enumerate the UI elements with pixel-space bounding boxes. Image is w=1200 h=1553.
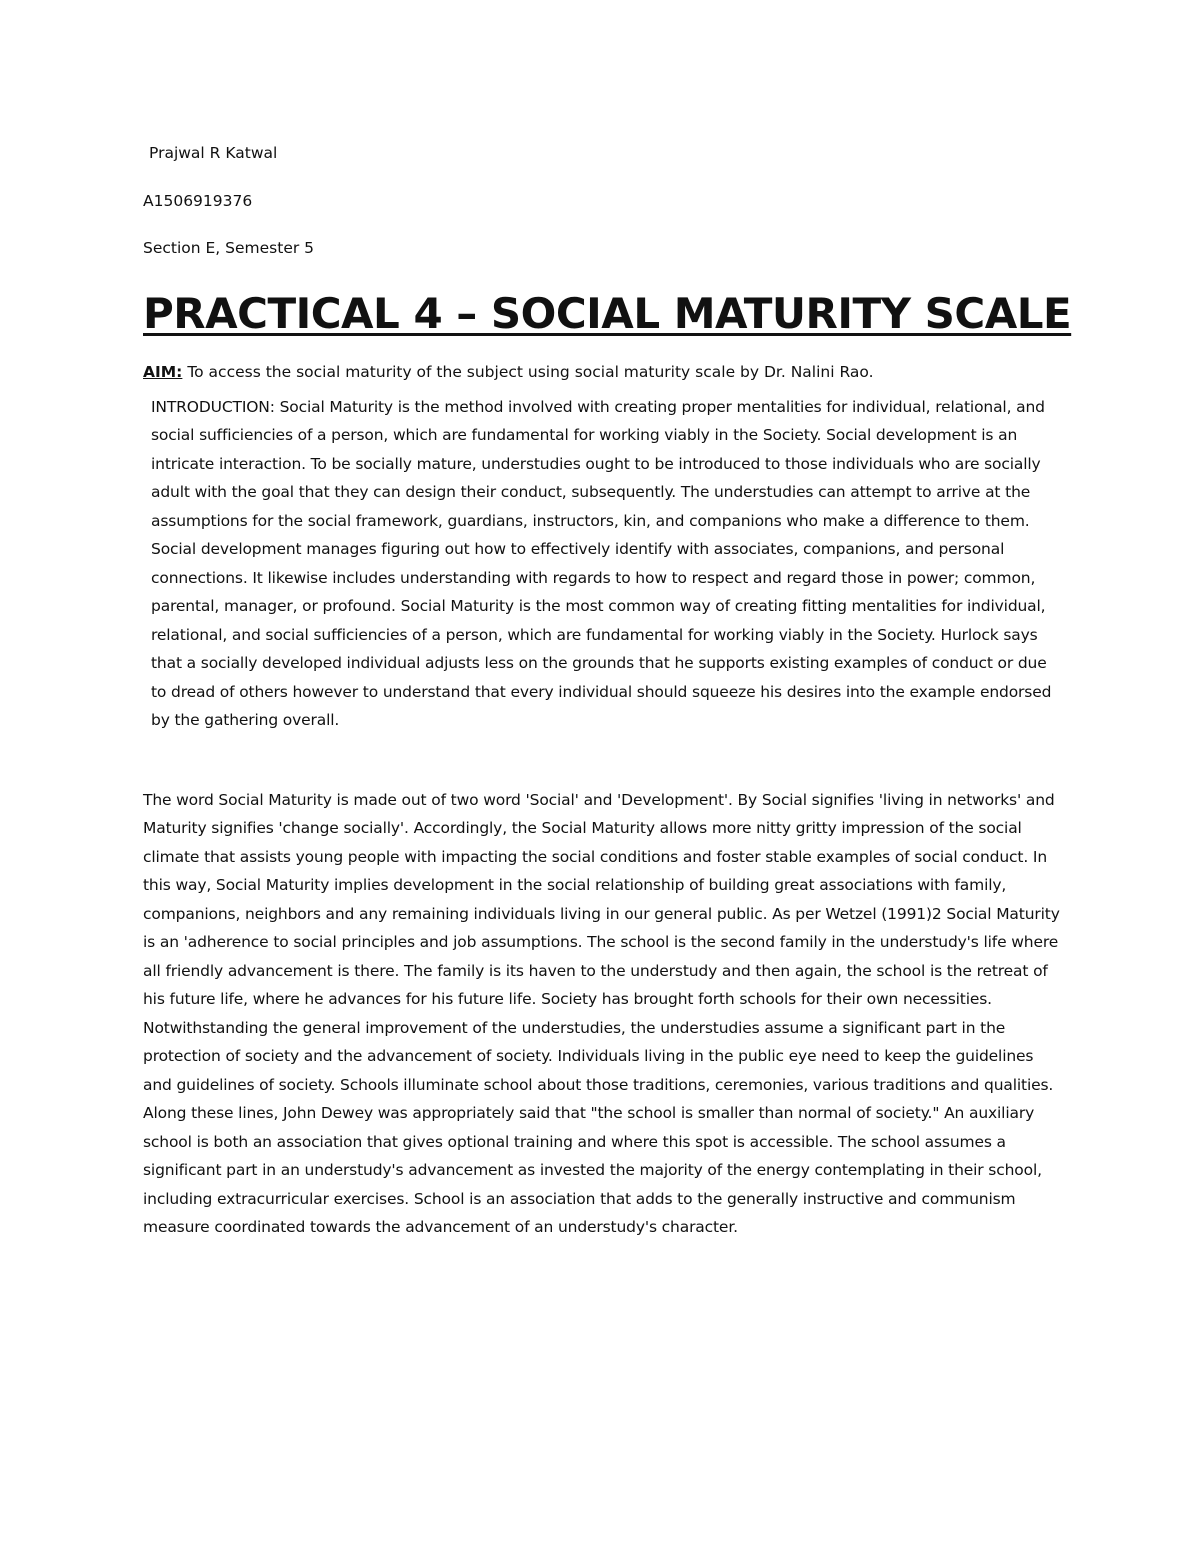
introduction-paragraph: INTRODUCTION: Social Maturity is the method involved with creating proper mentalities for individual, relational, and social sufficiencies of a person, which are fundamental for working viably in the Society. Social development is an intricate interaction. To be socially mature, understudies ought to be introduced to those individuals who are socially adult with the goal that they can design their conduct, subsequently. The understudies can attempt to arrive at the assumptions for the social framework, guardians, instructors, kin, and companions who make a difference to them. Social development manages figuring out how to effectively identify with associates, companions, and personal connections. It likewise includes understanding with regards to how to respect and regard those in power; common, parental, manager, or profound. Social Maturity is the most common way of creating fitting mentalities for individual, relational, and social sufficiencies of a person, which are fundamental for working viably in the Society. Hurlock says that a socially developed individual adjusts less on the grounds that he supports existing examples of conduct or due to dread of others however to understand that every individual should squeeze his desires into the example endorsed by the gathering overall. — [151, 397, 1052, 729]
aim-line — [143, 358, 1063, 387]
body-paragraph: The word Social Maturity is made out of two word 'Social' and 'Development'. By Social signifies 'living in networks' and Maturity signifies 'change socially'. Accordingly, the Social Maturity allows more nitty gritty impression of the social climate that assists young people with impacting the social conditions and foster stable examples of social conduct. In this way, Social Maturity implies development in the social relationship of building great associations with family, companions, neighbors and any remaining individuals living in our general public. As per Wetzel (1991)2 Social Maturity is an 'adherence to social principles and job assumptions. The school is the second family in the understudy's life where all friendly advancement is there. The family is its haven to the understudy and then again, the school is the retreat of his future life, where he advances for his future life. Society has brought forth schools for their own necessities. Notwithstanding the general improvement of the understudies, the understudies assume a significant part in the protection of society and the advancement of society. Individuals living in the public eye need to keep the guidelines and guidelines of society. Schools illuminate school about those traditions, ceremonies, various traditions and qualities. Along these lines, John Dewey was appropriately said that "the school is smaller than normal of society." An auxiliary school is both an association that gives optional training and where this spot is accessible. The school assumes a significant part in an understudy's advancement as invested the majority of the energy contemplating in their school, including extracurricular exercises. School is an association that adds to the generally instructive and communism measure coordinated towards the advancement of an understudy's character. — [143, 790, 1060, 1236]
student-id: A1506919376 — [143, 192, 253, 210]
aim-label: AIM: — [143, 363, 183, 381]
section-semester: Section E, Semester 5 — [143, 239, 315, 257]
document-body — [143, 143, 1072, 1242]
student-name: Prajwal R Katwal — [149, 144, 278, 162]
aim-text: To access the social maturity of the subject using social maturity scale by Dr. Nalini Rao. — [182, 363, 874, 381]
page-title: PRACTICAL 4 – SOCIAL MATURITY SCALE — [143, 289, 1072, 338]
